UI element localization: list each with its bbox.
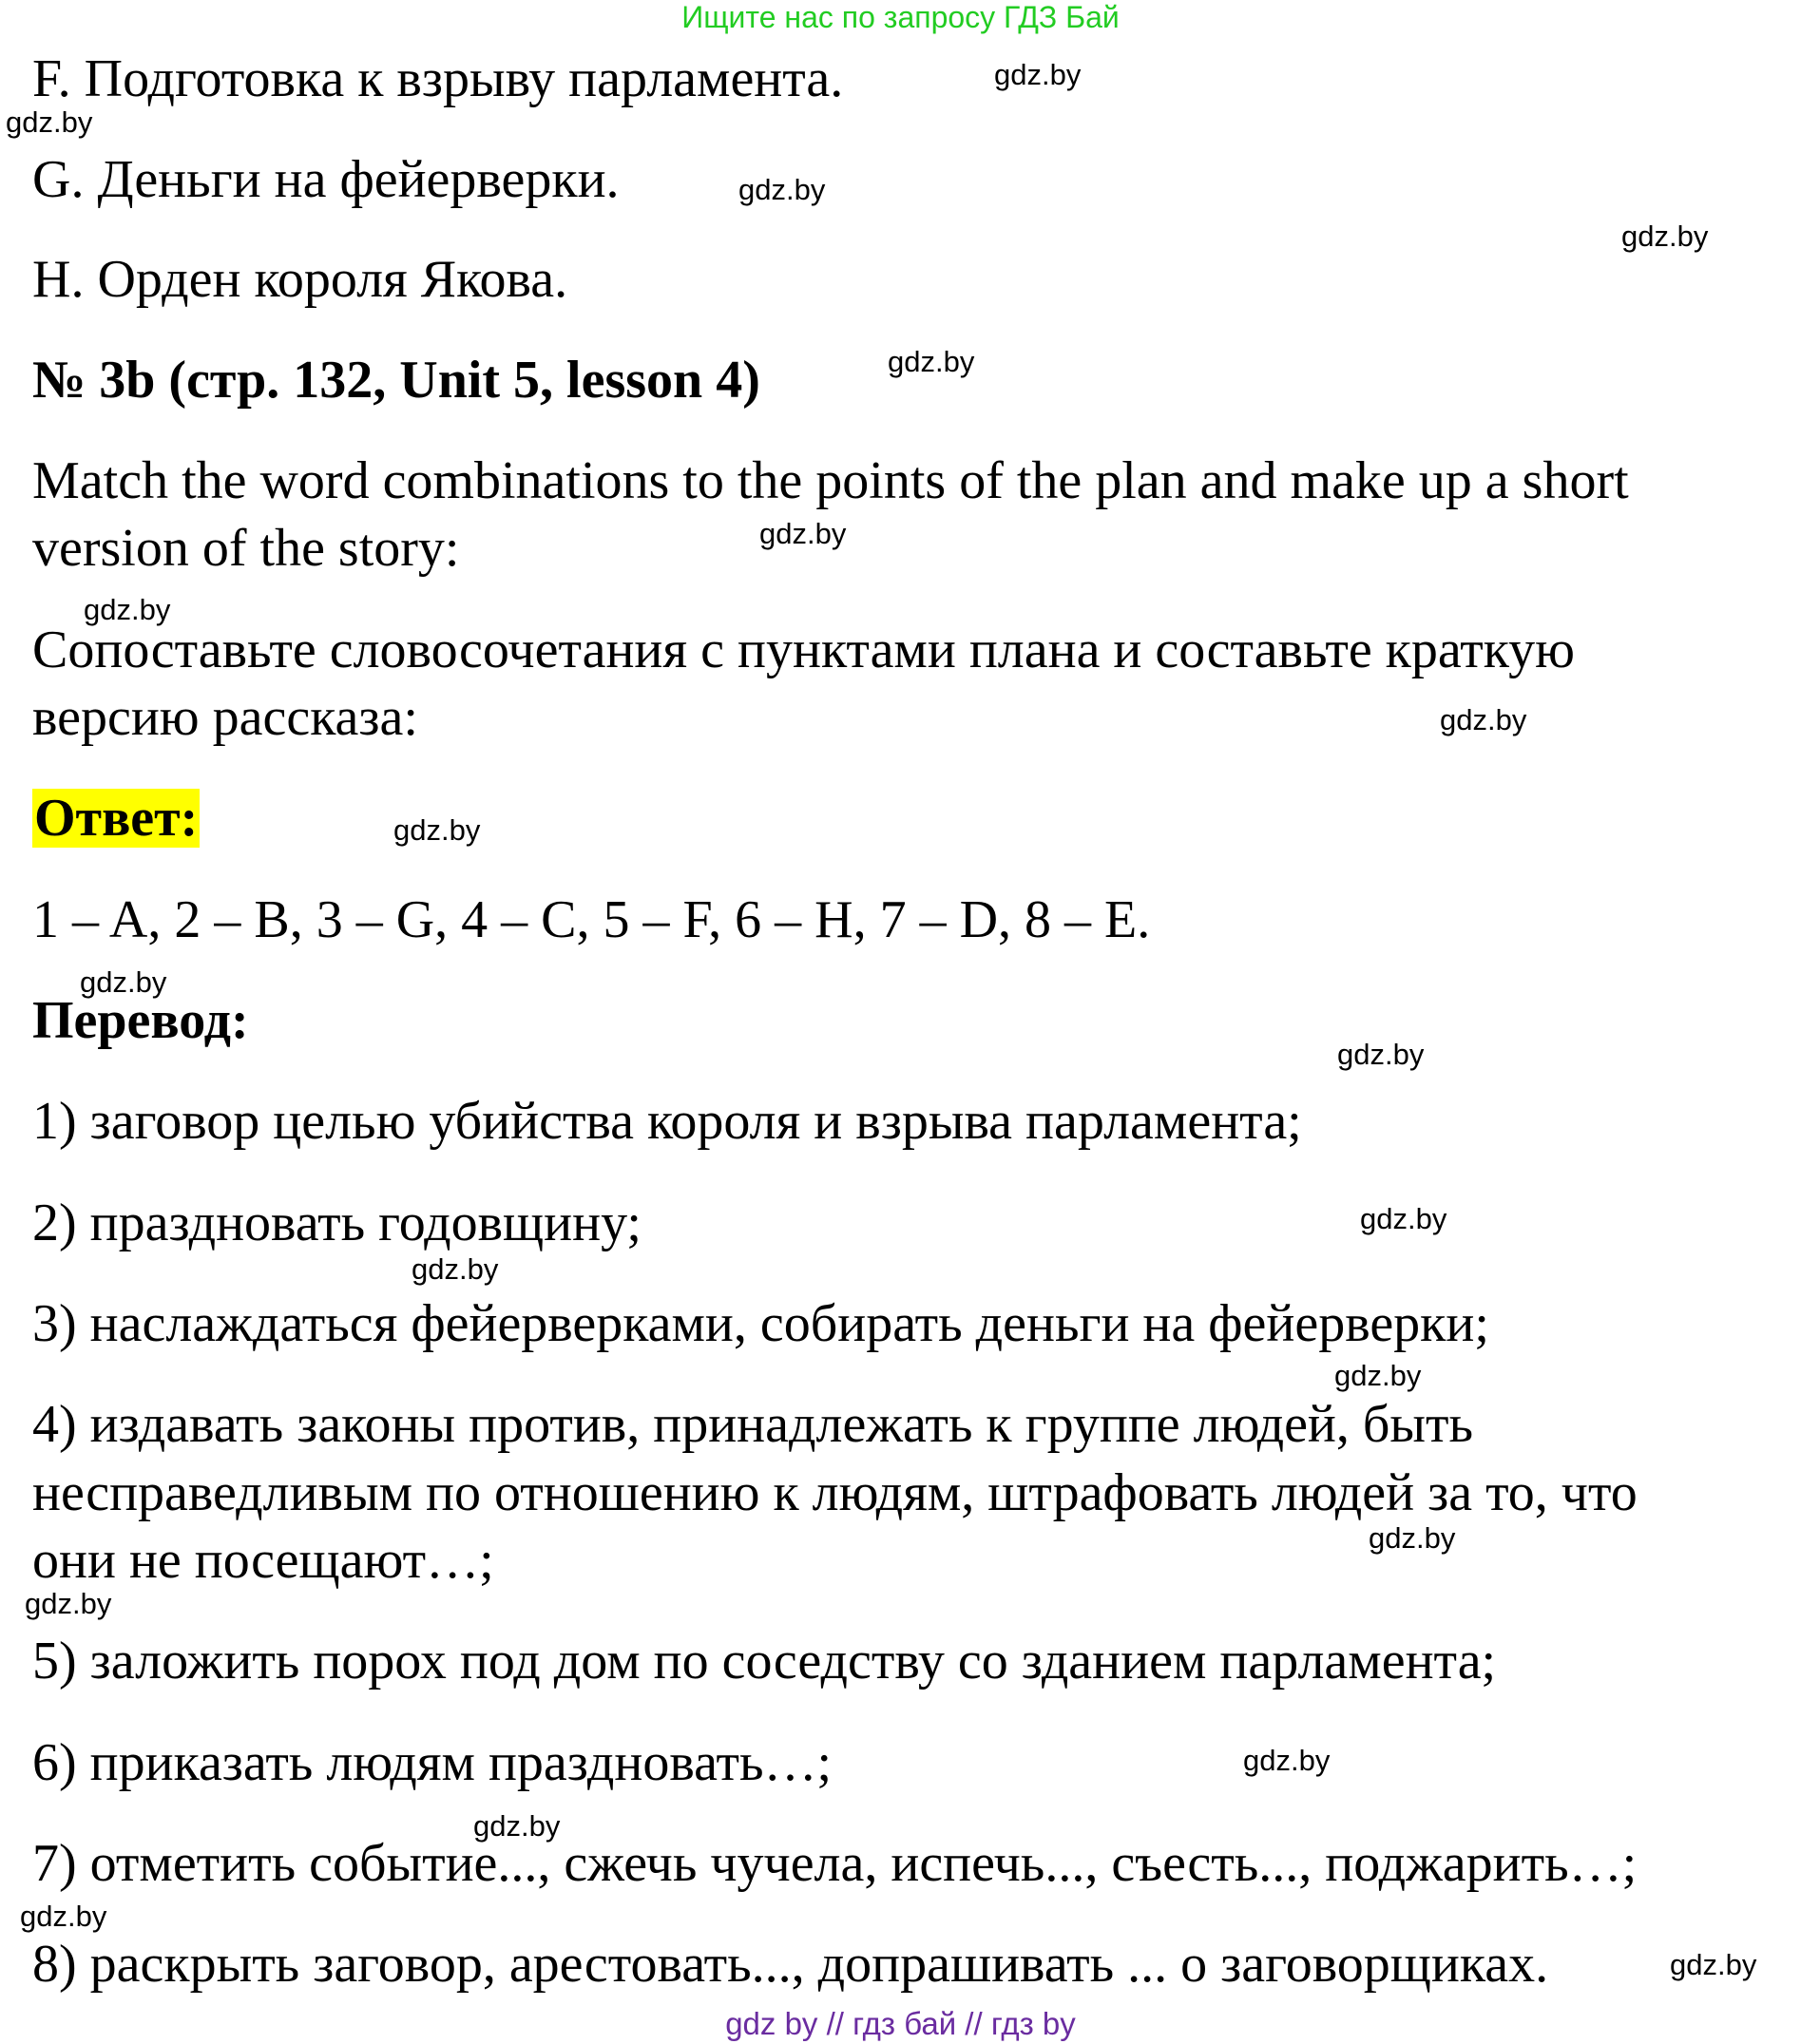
answer-heading xyxy=(32,784,200,852)
plan-item-g: G. Деньги на фейерверки. xyxy=(32,150,620,209)
watermark: gdz.by xyxy=(80,965,167,999)
watermark: gdz.by xyxy=(84,593,171,626)
search-banner: Ищите нас по запросу ГДЗ Бай xyxy=(681,0,1120,34)
answer-text: 1 – A, 2 – B, 3 – G, 4 – C, 5 – F, 6 – H, 7 – D, 8 – E. xyxy=(32,890,1151,949)
translation-line: 3) наслаждаться фейерверками, собирать деньги на фейерверки; xyxy=(32,1294,1489,1353)
watermark: gdz.by xyxy=(20,1900,107,1933)
translation-line: несправедливым по отношению к людям, штрафовать людей за то, что xyxy=(32,1463,1638,1522)
watermark: gdz.by xyxy=(1440,703,1527,736)
watermark: gdz.by xyxy=(1243,1744,1331,1777)
watermark: gdz.by xyxy=(393,813,481,847)
translation-heading: Перевод: xyxy=(32,991,249,1050)
exercise-title: № 3b (стр. 132, Unit 5, lesson 4) xyxy=(32,351,760,410)
translation-line: 7) отметить событие..., сжечь чучела, испечь..., съесть..., поджарить…; xyxy=(32,1834,1638,1893)
translation-line: они не посещают…; xyxy=(32,1531,494,1590)
translation-line: 2) праздновать годовщину; xyxy=(32,1194,642,1252)
watermark: gdz.by xyxy=(888,345,975,378)
watermark: gdz.by xyxy=(25,1587,112,1620)
watermark: gdz.by xyxy=(1337,1038,1425,1071)
task-ru-line-1: Сопоставьте словосочетания с пунктами плана и составьте краткую xyxy=(32,621,1576,679)
answer-label: Ответ: xyxy=(34,789,199,848)
watermark: gdz.by xyxy=(1621,220,1709,253)
watermark: gdz.by xyxy=(6,105,93,139)
footer-watermark: gdz by // гдз бай // гдз by xyxy=(725,2006,1076,2041)
translation-line: 5) заложить порох под дом по соседству со зданием парламента; xyxy=(32,1632,1497,1691)
watermark: gdz.by xyxy=(738,173,826,206)
translation-line: 4) издавать законы против, принадлежать к группе людей, быть xyxy=(32,1395,1474,1454)
translation-line: 6) приказать людям праздновать…; xyxy=(32,1733,833,1792)
watermark: gdz.by xyxy=(412,1252,499,1286)
watermark: gdz.by xyxy=(1360,1202,1447,1235)
watermark: gdz.by xyxy=(1369,1521,1456,1555)
plan-item-h: H. Орден короля Якова. xyxy=(32,250,568,309)
task-en-line-2: version of the story: xyxy=(32,519,460,578)
translation-line: 1) заговор целью убийства короля и взрыва парламента; xyxy=(32,1092,1302,1151)
watermark: gdz.by xyxy=(759,517,847,550)
plan-item-f: F. Подготовка к взрыву парламента. xyxy=(32,49,844,108)
watermark: gdz.by xyxy=(994,58,1082,91)
translation-line: 8) раскрыть заговор, арестовать..., допрашивать ... о заговорщиках. xyxy=(32,1935,1549,1994)
watermark: gdz.by xyxy=(1334,1359,1422,1392)
task-en-line-1: Match the word combinations to the points of the plan and make up a short xyxy=(32,451,1629,510)
watermark: gdz.by xyxy=(1670,1948,1757,1981)
watermark: gdz.by xyxy=(473,1809,561,1843)
task-ru-line-2: версию рассказа: xyxy=(32,688,418,747)
